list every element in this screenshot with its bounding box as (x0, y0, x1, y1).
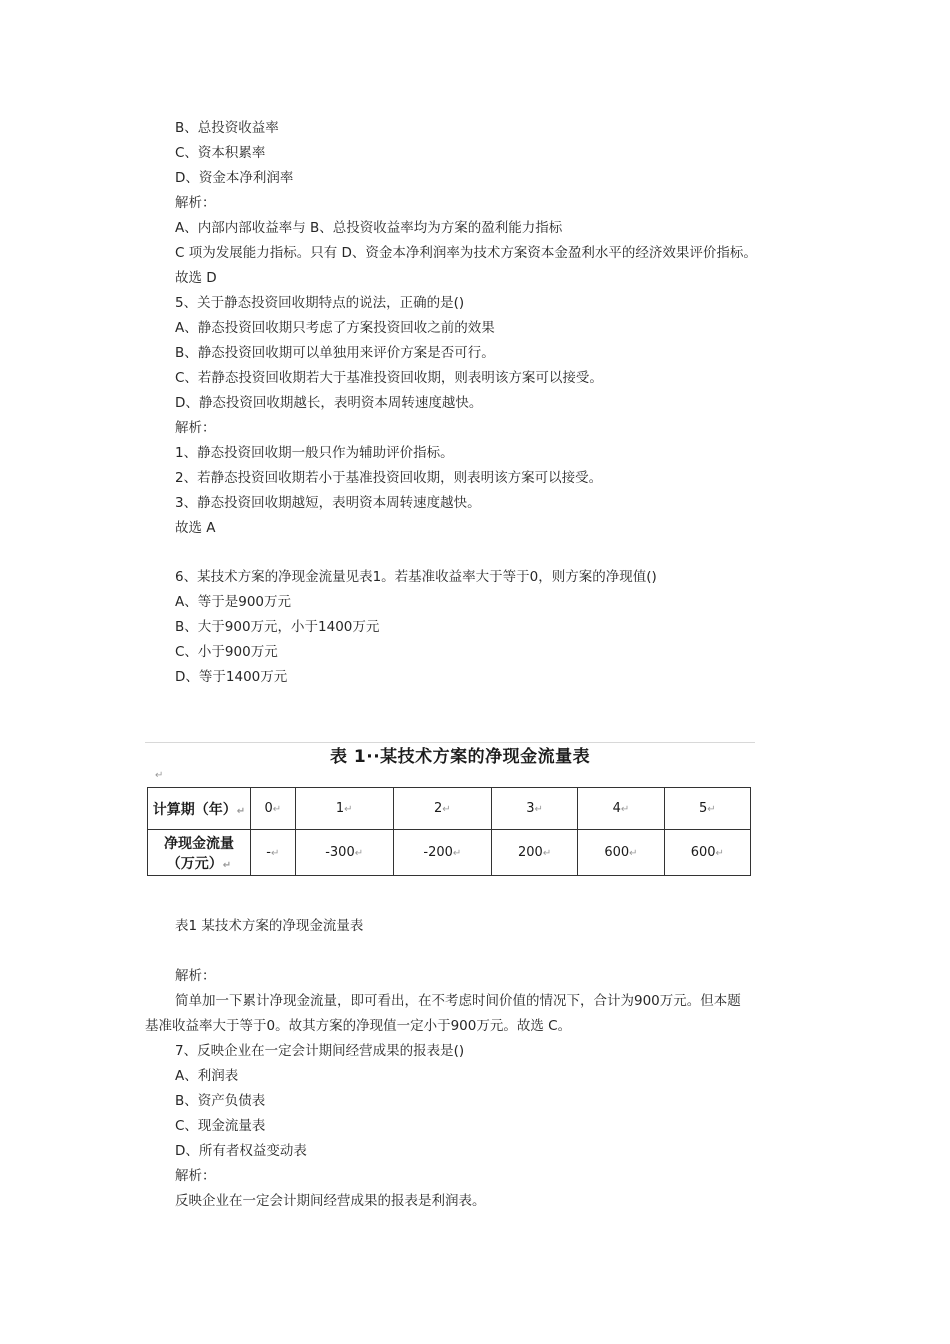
cash-flow-table-figure (145, 742, 757, 882)
flow-cell: -↵ (251, 830, 296, 876)
option-b: B、大于900万元，小于1400万元 (175, 619, 380, 635)
answer-text: 故选 A (175, 520, 216, 536)
option-b: B、总投资收益率 (175, 120, 279, 136)
option-a: A、等于是900万元 (175, 594, 292, 610)
option-d: D、资金本净利润率 (175, 170, 294, 186)
analysis-label: 解析： (175, 1168, 216, 1184)
table-caption: 表1 某技术方案的净现金流量表 (175, 918, 364, 934)
option-c: C、资本积累率 (175, 145, 266, 161)
flow-header: 净现金流量 （万元）↵ (148, 830, 251, 876)
analysis-text: 基准收益率大于等于0。故其方案的净现值一定小于900万元。故选 C。 (145, 1018, 572, 1034)
table-row (148, 788, 751, 830)
analysis-text: 3、静态投资回收期越短，表明资本周转速度越快。 (175, 495, 481, 511)
option-a: A、利润表 (175, 1068, 239, 1084)
question-7: 7、反映企业在一定会计期间经营成果的报表是() (175, 1043, 465, 1059)
period-cell: 2↵ (393, 788, 491, 830)
flow-cell: -200↵ (393, 830, 491, 876)
period-cell: 0↵ (251, 788, 296, 830)
option-d: D、静态投资回收期越长，表明资本周转速度越快。 (175, 395, 483, 411)
flow-cell: 200↵ (491, 830, 577, 876)
question-6: 6、某技术方案的净现金流量见表1。若基准收益率大于等于0，则方案的净现值() (175, 569, 657, 585)
cash-flow-table (147, 787, 751, 876)
analysis-text: 2、若静态投资回收期若小于基准投资回收期，则表明该方案可以接受。 (175, 470, 603, 486)
table-row (148, 830, 751, 876)
analysis-text: 简单加一下累计净现金流量，即可看出，在不考虑时间价值的情况下，合计为900万元。但本题 (175, 993, 741, 1009)
period-cell: 1↵ (295, 788, 393, 830)
analysis-text: 反映企业在一定会计期间经营成果的报表是利润表。 (175, 1193, 486, 1209)
question-5: 5、关于静态投资回收期特点的说法，正确的是() (175, 295, 465, 311)
option-c: C、现金流量表 (175, 1118, 266, 1134)
period-cell: 4↵ (578, 788, 664, 830)
paragraph-mark-icon: ↵ (155, 770, 164, 781)
option-d: D、等于1400万元 (175, 669, 288, 685)
analysis-label: 解析： (175, 968, 216, 984)
analysis-label: 解析： (175, 195, 216, 211)
flow-cell: 600↵ (578, 830, 664, 876)
option-d: D、所有者权益变动表 (175, 1143, 307, 1159)
option-a: A、静态投资回收期只考虑了方案投资回收之前的效果 (175, 320, 495, 336)
period-header: 计算期（年）↵ (148, 788, 251, 830)
flow-cell: -300↵ (295, 830, 393, 876)
period-cell: 3↵ (491, 788, 577, 830)
option-c: C、小于900万元 (175, 644, 278, 660)
answer-text: 故选 D (175, 270, 217, 286)
option-b: B、资产负债表 (175, 1093, 266, 1109)
period-cell: 5↵ (664, 788, 750, 830)
analysis-text: C 项为发展能力指标。只有 D、资金本净利润率为技术方案资本金盈利水平的经济效果评价指标。 (175, 245, 757, 261)
option-b: B、静态投资回收期可以单独用来评价方案是否可行。 (175, 345, 495, 361)
analysis-text: 1、静态投资回收期一般只作为辅助评价指标。 (175, 445, 454, 461)
analysis-label: 解析： (175, 420, 216, 436)
flow-cell: 600↵ (664, 830, 750, 876)
option-c: C、若静态投资回收期若大于基准投资回收期，则表明该方案可以接受。 (175, 370, 603, 386)
analysis-text: A、内部内部收益率与 B、总投资收益率均为方案的盈利能力指标 (175, 220, 563, 236)
figure-title: 表 1··某技术方案的净现金流量表 (330, 747, 591, 767)
